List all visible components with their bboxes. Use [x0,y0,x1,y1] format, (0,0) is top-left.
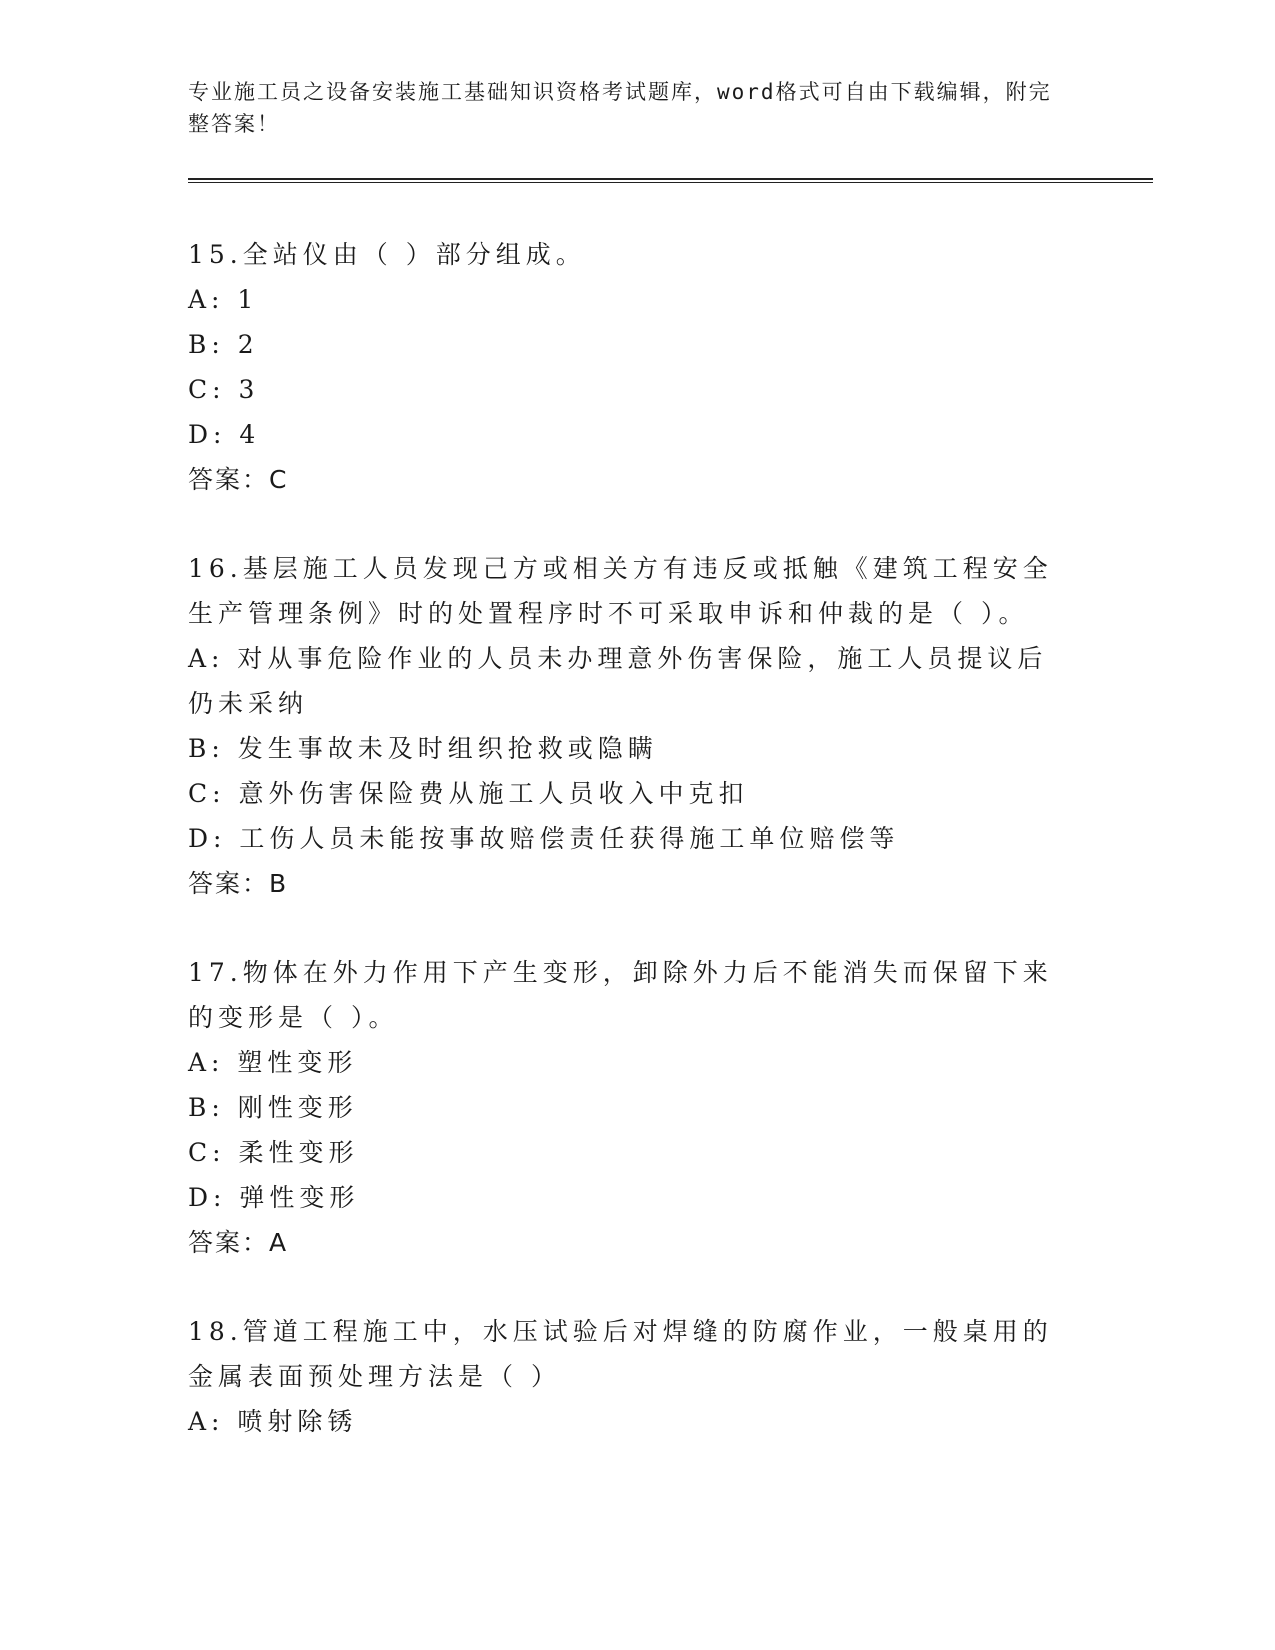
option-d: D: 4 [188,420,261,449]
option-c: C: 3 [188,375,260,404]
question-stem: 15.全站仪由（ ）部分组成。 [188,240,586,269]
answer-line: 答案：B [188,869,289,898]
option-a: A: 1 [188,285,259,314]
answer-line: 答案：C [188,465,289,494]
header-divider-thin [188,182,1153,183]
question-stem: 17.物体在外力作用下产生变形，卸除外力后不能消失而保留下来的变形是（ ）。 [188,958,1053,1032]
question-stem: 16.基层施工人员发现己方或相关方有违反或抵触《建筑工程安全生产管理条例》时的处置程序时不可采取申诉和仲裁的是（ ）。 [188,554,1053,628]
question-16 [188,546,1068,906]
document-header [188,76,1068,140]
option-a: A: 喷射除锈 [188,1407,358,1436]
question-17 [188,950,1068,1265]
answer-line: 答案：A [188,1228,289,1257]
question-list [188,232,1068,1488]
option-d: D: 弹性变形 [188,1183,360,1212]
option-b: B: 刚性变形 [188,1093,358,1122]
option-b: B: 发生事故未及时组织抢救或隐瞒 [188,734,658,763]
option-a: A: 塑性变形 [188,1048,358,1077]
option-c: C: 柔性变形 [188,1138,359,1167]
option-d: D: 工伤人员未能按事故赔偿责任获得施工单位赔偿等 [188,824,900,853]
question-15 [188,232,1068,502]
option-c: C: 意外伤害保险费从施工人员收入中克扣 [188,779,749,808]
option-b: B: 2 [188,330,259,359]
question-18 [188,1309,1068,1444]
header-intro-text: 专业施工员之设备安装施工基础知识资格考试题库，word格式可自由下载编辑，附完整答案！ [188,80,1052,136]
question-stem: 18.管道工程施工中，水压试验后对焊缝的防腐作业，一般桌用的金属表面预处理方法是（ ） [188,1317,1053,1391]
option-a: A: 对从事危险作业的人员未办理意外伤害保险，施工人员提议后仍未采纳 [188,644,1048,718]
header-divider [188,178,1153,180]
